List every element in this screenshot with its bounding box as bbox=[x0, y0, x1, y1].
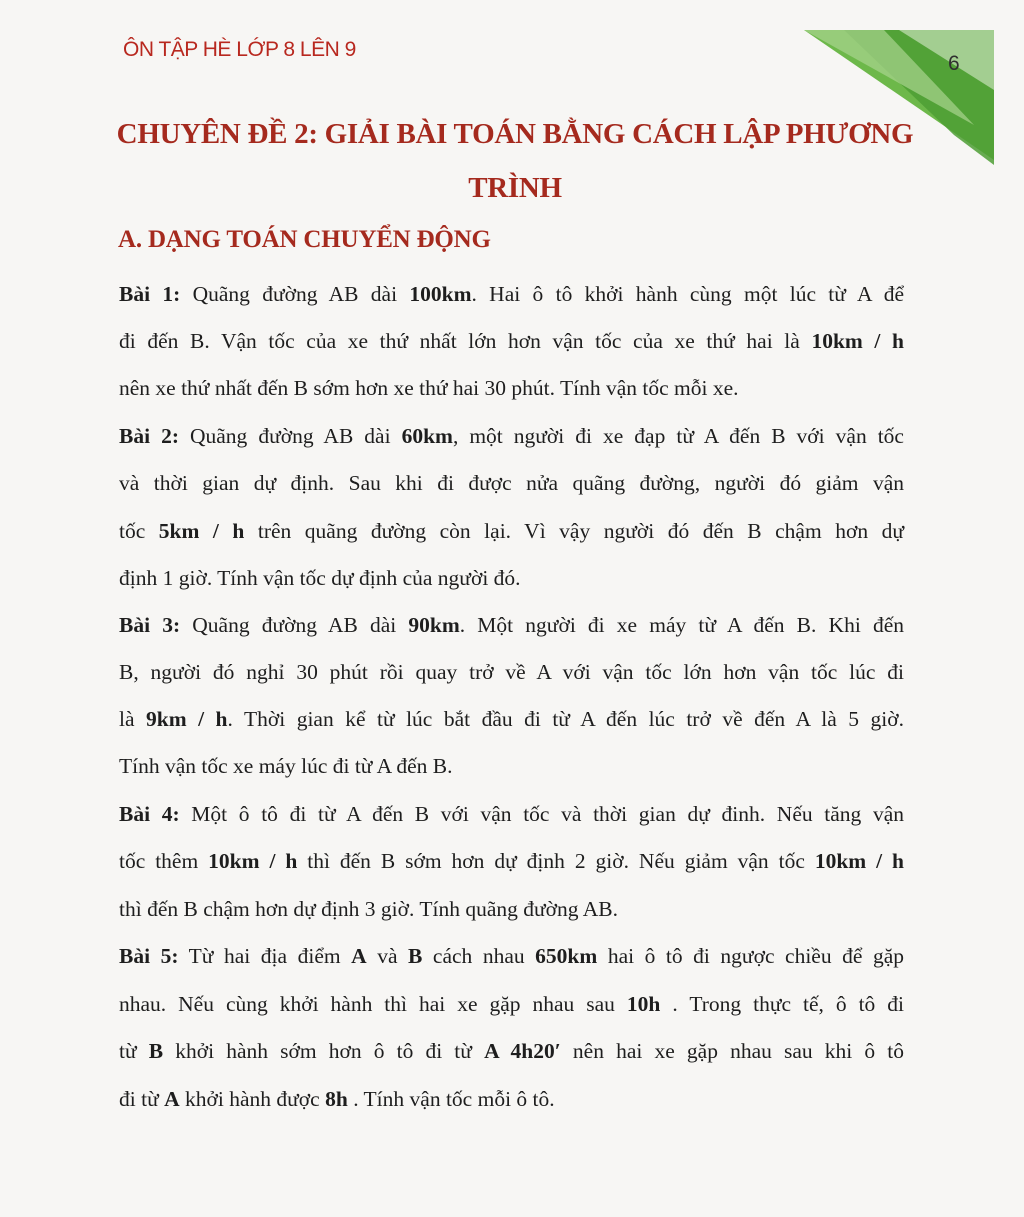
text: Quãng đường AB dài bbox=[180, 613, 409, 637]
problem-4-line-2 bbox=[119, 849, 904, 874]
text: . Hai ô tô khởi hành cùng một lúc từ A để bbox=[471, 282, 904, 306]
text: nhau. Nếu cùng khởi hành thì hai xe gặp nhau sau bbox=[119, 992, 627, 1016]
problem-2-line-1 bbox=[119, 424, 904, 449]
text: khởi hành được bbox=[179, 1087, 326, 1111]
text: tốc thêm bbox=[119, 849, 209, 873]
text: Từ hai địa điểm bbox=[178, 944, 352, 968]
text: nên hai xe gặp nhau sau khi ô tô bbox=[560, 1039, 904, 1063]
value: 9km / h bbox=[146, 707, 228, 731]
value: 10h bbox=[626, 992, 661, 1016]
section-heading: A. DẠNG TOÁN CHUYỂN ĐỘNG bbox=[118, 226, 491, 253]
text: và bbox=[366, 944, 409, 968]
text: hai ô tô đi ngược chiều để gặp bbox=[597, 944, 904, 968]
value: 90km bbox=[408, 613, 460, 637]
problem-2-line-4: định 1 giờ. Tính vận tốc dự định của người đó. bbox=[119, 566, 521, 590]
value: 650km bbox=[535, 944, 598, 968]
problem-3-label: Bài 3: bbox=[119, 613, 181, 637]
problem-4-line-3: thì đến B chậm hơn dự định 3 giờ. Tính quãng đường AB. bbox=[119, 897, 618, 921]
text: từ bbox=[119, 1039, 149, 1063]
text: trên quãng đường còn lại. Vì vậy người đó đến B chậm hơn dự bbox=[244, 519, 904, 543]
value: 10km / h bbox=[814, 849, 904, 873]
value: B bbox=[408, 944, 423, 968]
problem-1-label: Bài 1: bbox=[119, 282, 181, 306]
problem-2-label: Bài 2: bbox=[119, 424, 179, 448]
problem-2-line-3 bbox=[119, 519, 904, 544]
title-line-2: TRÌNH bbox=[468, 172, 562, 204]
text: Quãng đường AB dài bbox=[178, 424, 402, 448]
text: Quãng đường AB dài bbox=[180, 282, 410, 306]
text: . Một người đi xe máy từ A đến B. Khi đến bbox=[459, 613, 904, 637]
text: thì đến B sớm hơn dự định 2 giờ. Nếu giảm vận tốc bbox=[297, 849, 815, 873]
text: cách nhau bbox=[422, 944, 536, 968]
text: khởi hành sớm hơn ô tô đi từ bbox=[163, 1039, 485, 1063]
problem-4-line-1 bbox=[119, 802, 904, 827]
problem-4-label: Bài 4: bbox=[119, 802, 180, 826]
text: đi đến B. Vận tốc của xe thứ nhất lớn hơn vận tốc của xe thứ hai là bbox=[119, 329, 812, 353]
value: 60km bbox=[401, 424, 453, 448]
problem-3-line-1 bbox=[119, 613, 904, 638]
text: là bbox=[119, 707, 146, 731]
text: , một người đi xe đạp từ A đến B với vận tốc bbox=[452, 424, 904, 448]
value: B bbox=[148, 1039, 164, 1063]
title-line-1: CHUYÊN ĐỀ 2: GIẢI BÀI TOÁN BẰNG CÁCH LẬP PHƯƠNG bbox=[116, 118, 914, 150]
value: A bbox=[351, 944, 367, 968]
problem-3-line-2: B, người đó nghỉ 30 phút rồi quay trở về A với vận tốc lớn hơn vận tốc lúc đi bbox=[119, 660, 904, 684]
page-number: 6 bbox=[948, 52, 960, 75]
value: A bbox=[164, 1087, 180, 1111]
problem-3-line-4: Tính vận tốc xe máy lúc đi từ A đến B. bbox=[119, 754, 453, 778]
value: 10km / h bbox=[811, 329, 904, 353]
problem-3-line-3 bbox=[119, 707, 904, 732]
problem-1-line-3: nên xe thứ nhất đến B sớm hơn xe thứ hai 30 phút. Tính vận tốc mỗi xe. bbox=[119, 376, 739, 400]
header-label: ÔN TẬP HÈ LỚP 8 LÊN 9 bbox=[123, 38, 356, 61]
text: . Tính vận tốc mỗi ô tô. bbox=[347, 1087, 555, 1111]
value: 100km bbox=[409, 282, 472, 306]
problem-5-line-3 bbox=[119, 1039, 904, 1064]
value: 5km / h bbox=[158, 519, 245, 543]
text: . Thời gian kể từ lúc bắt đầu đi từ A đến lúc trở về đến A là 5 giờ. bbox=[227, 707, 904, 731]
problem-1-line-1 bbox=[119, 282, 904, 307]
text: tốc bbox=[119, 519, 159, 543]
value: 10km / h bbox=[208, 849, 298, 873]
problem-5-line-2 bbox=[119, 992, 904, 1017]
text: Một ô tô đi từ A đến B với vận tốc và thời gian dự đinh. Nếu tăng vận bbox=[179, 802, 904, 826]
problem-5-label: Bài 5: bbox=[119, 944, 179, 968]
value: 8h bbox=[325, 1087, 348, 1111]
value: A 4h20′ bbox=[484, 1039, 561, 1063]
text: . Trong thực tế, ô tô đi bbox=[660, 992, 905, 1016]
problem-5-line-1 bbox=[119, 944, 904, 969]
text: đi từ bbox=[119, 1087, 165, 1111]
problem-5-line-4 bbox=[119, 1087, 555, 1112]
problem-2-line-2: và thời gian dự định. Sau khi đi được nửa quãng đường, người đó giảm vận bbox=[119, 471, 904, 495]
problem-1-line-2 bbox=[119, 329, 904, 354]
